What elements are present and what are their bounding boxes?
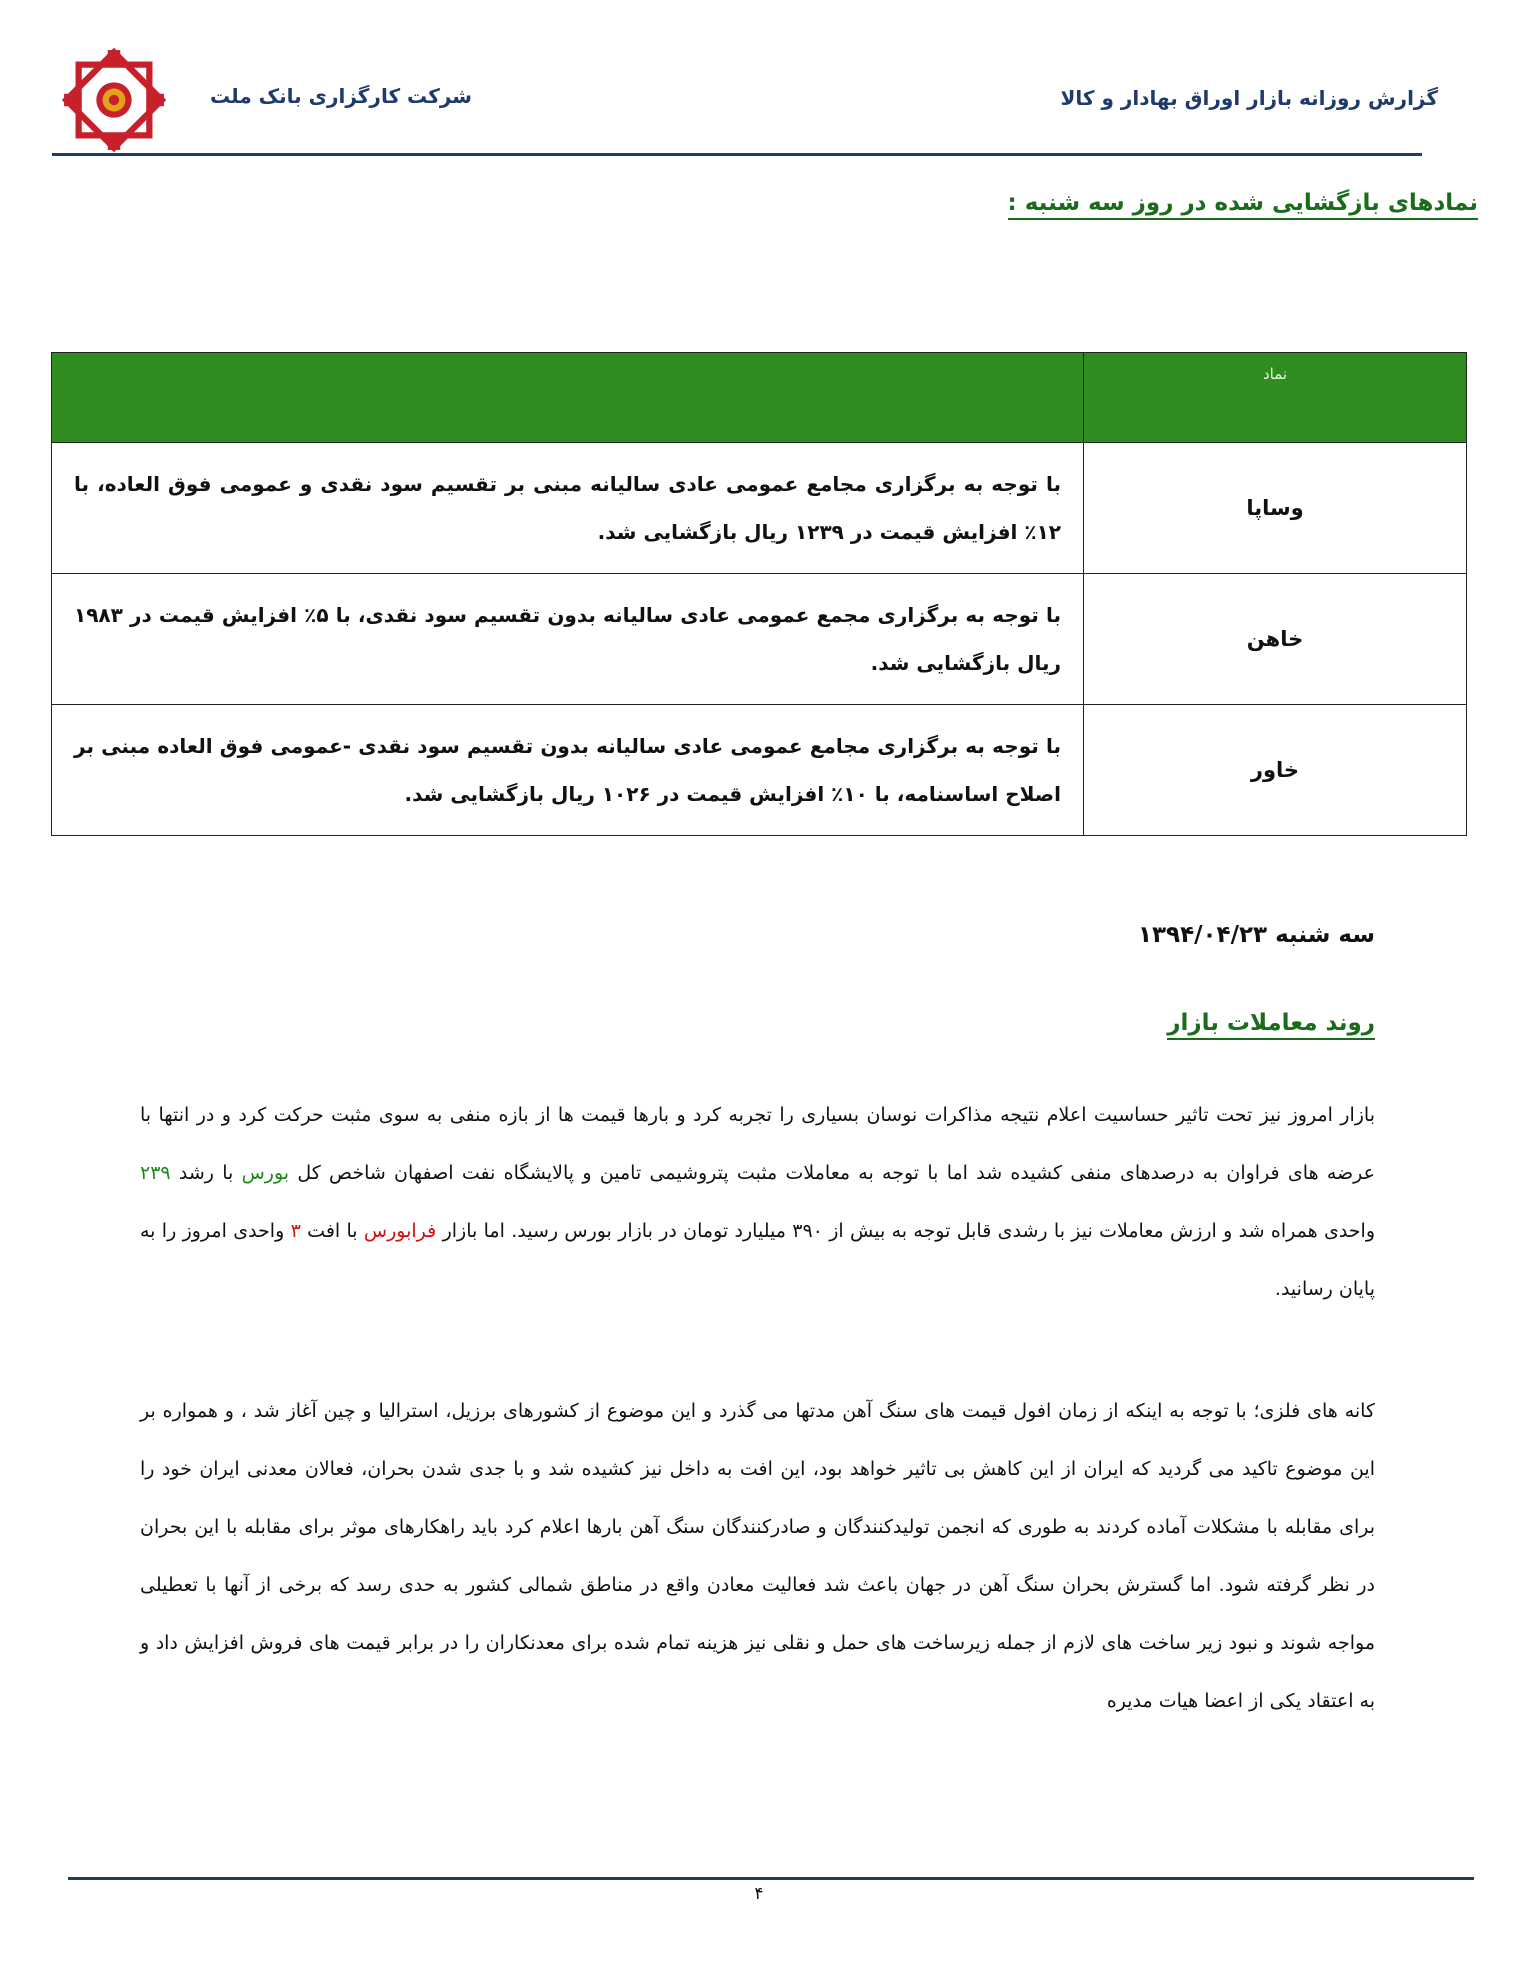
header-symbol: نماد [1084,353,1467,443]
header-divider [52,153,1422,156]
row-description: با توجه به برگزاری مجمع عمومی عادی سالیانه بدون تقسیم سود نقدی، با ۵٪ افزایش قیمت در ۱۹۸۳ ریال بازگشایی شد. [52,574,1084,705]
table-header-row [52,353,1467,443]
report-title: گزارش روزانه بازار اوراق بهادار و کالا [1060,86,1438,110]
farabourse-label: فرابورس [363,1220,437,1242]
market-trend-heading: روند معاملات بازار [1167,1010,1375,1040]
text-segment: واحدی همراه شد و ارزش معاملات نیز با رشدی قابل توجه به بیش از ۳۹۰ میلیارد تومان در بازار بورس رسید. اما بازار [436,1220,1376,1242]
text-segment: با رشد [170,1162,242,1184]
section-title: نمادهای بازگشایی شده در روز سه شنبه : [1008,190,1478,220]
bourse-change-value: ۲۳۹ [140,1162,171,1184]
table-row [52,443,1467,574]
header-description [52,353,1084,443]
text-segment: واحدی امروز را به پایان رسانید. [140,1220,1375,1300]
page-number: ۴ [754,1884,764,1904]
bourse-label: بورس [241,1162,290,1184]
market-summary-paragraph [140,1086,1375,1318]
metal-ores-paragraph: کانه های فلزی؛ با توجه به اینکه از زمان افول قیمت های سنگ آهن مدتها می گذرد و این موضوع از کشورهای برزیل، استرالیا و چین آغاز شد ، و همواره بر این موضوع تاکید می گردید که ایران از این کاهش بی تاثیر خواهد بود، این افت به داخل نیز کشیده شد و با جدی شدن بحران، فعالان معدنی ایران خود را برای مقابله با مشکلات آماده کردند به طوری که انجمن تولیدکنندگان و صادرکنندگان سنگ آهن بارها اعلام کرد باید راهکارهای موثر برای مقابله با این بحران در نظر گرفته شود. اما گسترش بحران سنگ آهن در جهان باعث شد فعالیت معادن واقع در مناطق شمالی کشور به حدی رسد که برخی از آنها با تعطیلی مواجه شوند و نبود زیر ساخت های لازم از جمله زیرساخت های حمل و نقلی نیز هزینه تمام شده برای معدنکاران را در برابر قیمت های فروش افزایش داد و به اعتقاد یکی از اعضا هیات مدیره [140,1400,1375,1712]
table-row [52,574,1467,705]
row-symbol: وساپا [1084,443,1467,574]
bank-mellat-logo-icon [62,48,166,152]
row-description: با توجه به برگزاری مجامع عمومی عادی سالیانه بدون تقسیم سود نقدی -عمومی فوق العاده مبنی بر اصلاح اساسنامه، با ۱۰٪ افزایش قیمت در ۱۰۲۶ ریال بازگشایی شد. [52,705,1084,836]
row-symbol: خاور [1084,705,1467,836]
row-description: با توجه به برگزاری مجامع عمومی عادی سالیانه مبنی بر تقسیم سود نقدی و عمومی فوق العاده، با ۱۲٪ افزایش قیمت در ۱۲۳۹ ریال بازگشایی شد. [52,443,1084,574]
text-segment: با افت [300,1220,364,1242]
row-symbol: خاهن [1084,574,1467,705]
text-segment: بازار امروز نیز تحت تاثیر حساسیت اعلام نتیجه مذاکرات نوسان بسیاری را تجربه کرد و بارها قیمت ها از بازه منفی به سوی مثبت حرکت کرد و در انتها با عرضه های فراوان به درصدهای منفی کشیده شد اما با توجه به معاملات مثبت پتروشیمی تامین و پالایشگاه نفت اصفهان شاخص کل [140,1104,1376,1184]
company-name: شرکت کارگزاری بانک ملت [210,84,472,108]
table-row [52,705,1467,836]
farabourse-change-value: ۳ [290,1220,301,1242]
footer-divider [68,1877,1474,1880]
report-date: سه شنبه ۱۳۹۴/۰۴/۲۳ [1137,922,1375,948]
reopened-symbols-table [51,352,1467,836]
